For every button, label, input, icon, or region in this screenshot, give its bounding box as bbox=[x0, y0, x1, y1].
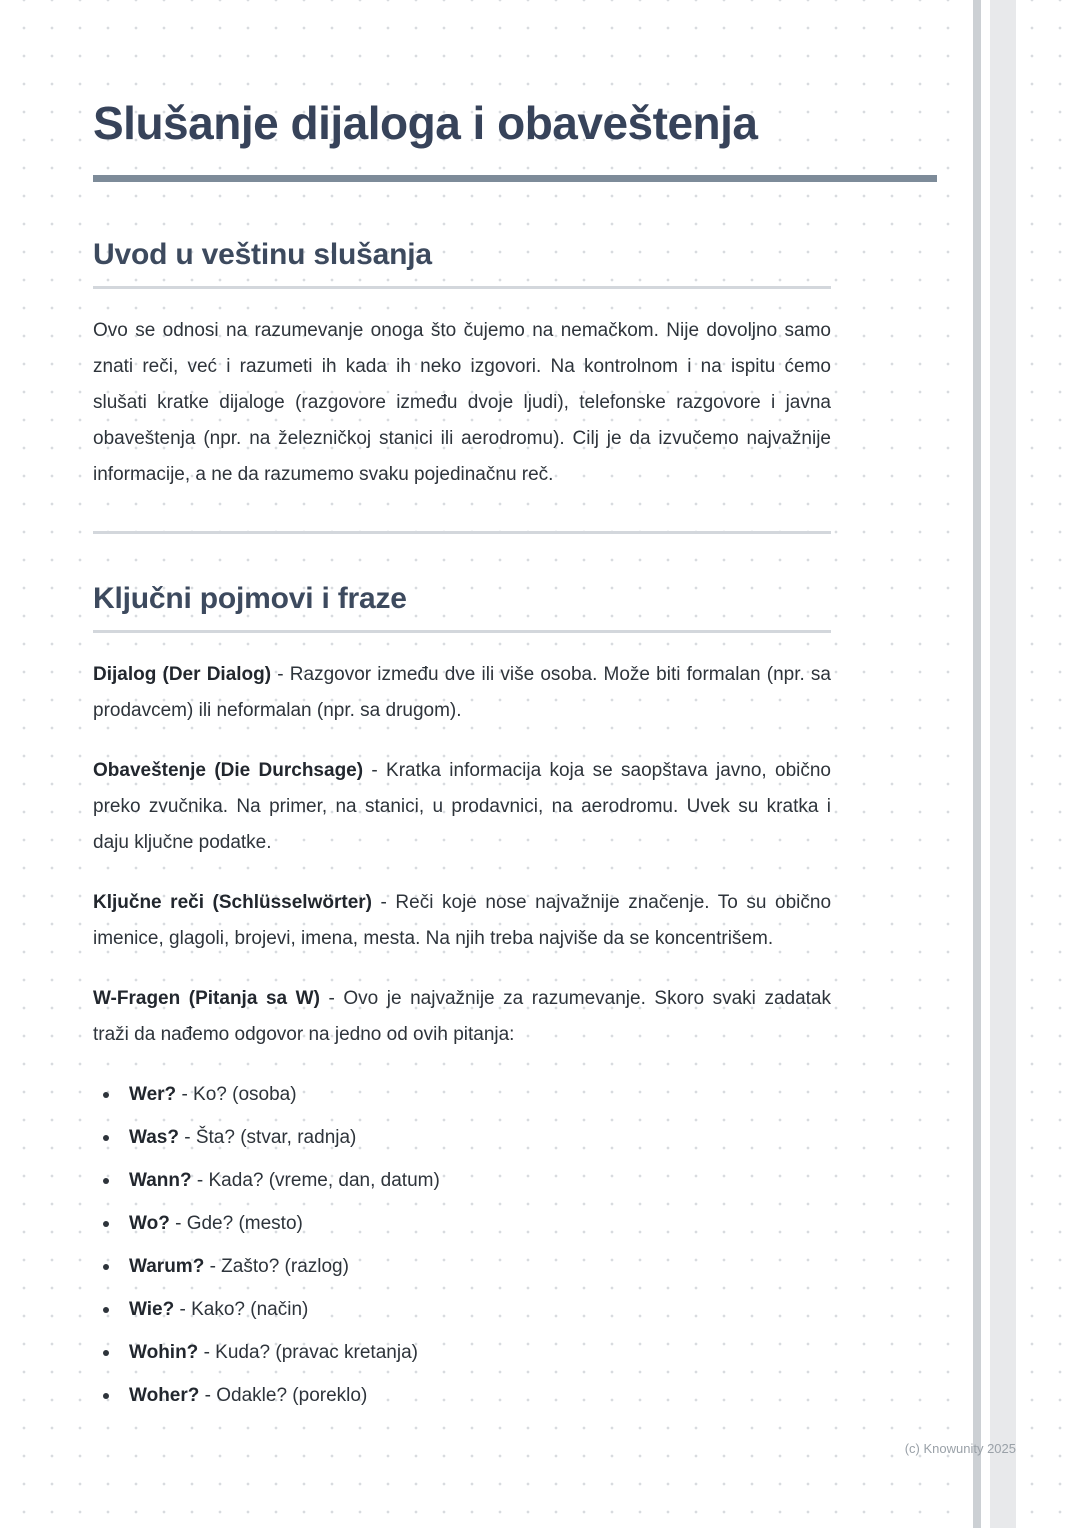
term-paragraph bbox=[93, 885, 831, 957]
list-item bbox=[93, 1300, 831, 1319]
term-lead: Ključne reči (Schlüsselwörter) bbox=[93, 891, 372, 913]
question-translation: - Ko? (osoba) bbox=[181, 1083, 297, 1105]
question-translation: - Odakle? (poreklo) bbox=[204, 1384, 368, 1406]
question-term: Wer? bbox=[129, 1083, 177, 1105]
term-body: - Razgovor između dve ili više osoba. Može biti formalan (npr. sa prodavcem) ili neformalan (npr. sa drugom). bbox=[93, 663, 831, 721]
intro-paragraph: Ovo se odnosi na razumevanje onoga što čujemo na nemačkom. Nije dovoljno samo znati reči, već i razumeti ih kada ih neko izgovori. Na kontrolnom i na ispitu ćemo slušati kratke dijaloge (razgovore između dvoje ljudi), telefonske razgovore i javna obaveštenja (npr. na železničkoj stanici ili aerodromu). Cilj je da izvučemo najvažnije informacije, a ne da razumemo svaku pojedinačnu reč. bbox=[93, 319, 831, 485]
list-item bbox=[93, 1171, 831, 1190]
question-translation: - Kako? (način) bbox=[179, 1298, 309, 1320]
section-heading-intro: Uvod u veštinu slušanja bbox=[93, 237, 432, 271]
question-term: Wohin? bbox=[129, 1341, 199, 1363]
term-body: - Reči koje nose najvažnije značenje. To su obično imenice, glagoli, brojevi, imena, mesta. Na njih treba najviše da se koncentrišem. bbox=[93, 891, 832, 949]
bullet-icon bbox=[103, 1393, 109, 1399]
bullet-icon bbox=[103, 1350, 109, 1356]
question-translation: - Gde? (mesto) bbox=[175, 1212, 303, 1234]
question-term: Was? bbox=[129, 1126, 179, 1148]
list-item bbox=[93, 1128, 831, 1147]
question-term: Wann? bbox=[129, 1169, 192, 1191]
question-translation: - Kuda? (pravac kretanja) bbox=[203, 1341, 418, 1363]
page-edge-line bbox=[973, 0, 981, 1528]
section-key-concepts bbox=[93, 582, 831, 1405]
term-lead: Obaveštenje (Die Durchsage) bbox=[93, 759, 364, 781]
term-paragraph bbox=[93, 981, 831, 1053]
bullet-icon bbox=[103, 1178, 109, 1184]
term-lead: W-Fragen (Pitanja sa W) bbox=[93, 987, 320, 1009]
term-paragraph bbox=[93, 753, 831, 861]
heading-divider bbox=[93, 286, 831, 289]
section-intro bbox=[93, 238, 831, 534]
term-body: - Kratka informacija koja se saopštava javno, obično preko zvučnika. Na primer, na stanici, u prodavnici, na aerodromu. Uvek su kratka i daju ključne podatke. bbox=[93, 759, 832, 853]
document-content bbox=[93, 0, 831, 1405]
footer-credit: (c) Knowunity 2025 bbox=[904, 1441, 1016, 1456]
question-term: Woher? bbox=[129, 1384, 200, 1406]
list-item bbox=[93, 1257, 831, 1276]
section-divider bbox=[93, 531, 831, 534]
list-item bbox=[93, 1386, 831, 1405]
page-title: Slušanje dijaloga i obaveštenja bbox=[93, 97, 758, 149]
list-item bbox=[93, 1343, 831, 1362]
term-lead: Dijalog (Der Dialog) bbox=[93, 663, 272, 685]
question-term: Wie? bbox=[129, 1298, 175, 1320]
question-term: Warum? bbox=[129, 1255, 205, 1277]
bullet-icon bbox=[103, 1092, 109, 1098]
page-edge-strip bbox=[990, 0, 1016, 1528]
title-divider bbox=[93, 175, 937, 182]
question-translation: - Šta? (stvar, radnja) bbox=[184, 1126, 357, 1148]
list-item bbox=[93, 1214, 831, 1233]
term-body: - Ovo je najvažnije za razumevanje. Skoro svaki zadatak traži da nađemo odgovor na jedno od ovih pitanja: bbox=[93, 987, 831, 1045]
question-translation: - Zašto? (razlog) bbox=[209, 1255, 349, 1277]
heading-divider bbox=[93, 630, 831, 633]
bullet-icon bbox=[103, 1221, 109, 1227]
question-translation: - Kada? (vreme, dan, datum) bbox=[196, 1169, 440, 1191]
bullet-icon bbox=[103, 1135, 109, 1141]
bullet-icon bbox=[103, 1307, 109, 1313]
list-item bbox=[93, 1085, 831, 1104]
question-term: Wo? bbox=[129, 1212, 170, 1234]
term-paragraph bbox=[93, 657, 831, 729]
bullet-icon bbox=[103, 1264, 109, 1270]
section-heading-key-concepts: Ključni pojmovi i fraze bbox=[93, 581, 407, 615]
w-questions-list bbox=[93, 1085, 831, 1405]
